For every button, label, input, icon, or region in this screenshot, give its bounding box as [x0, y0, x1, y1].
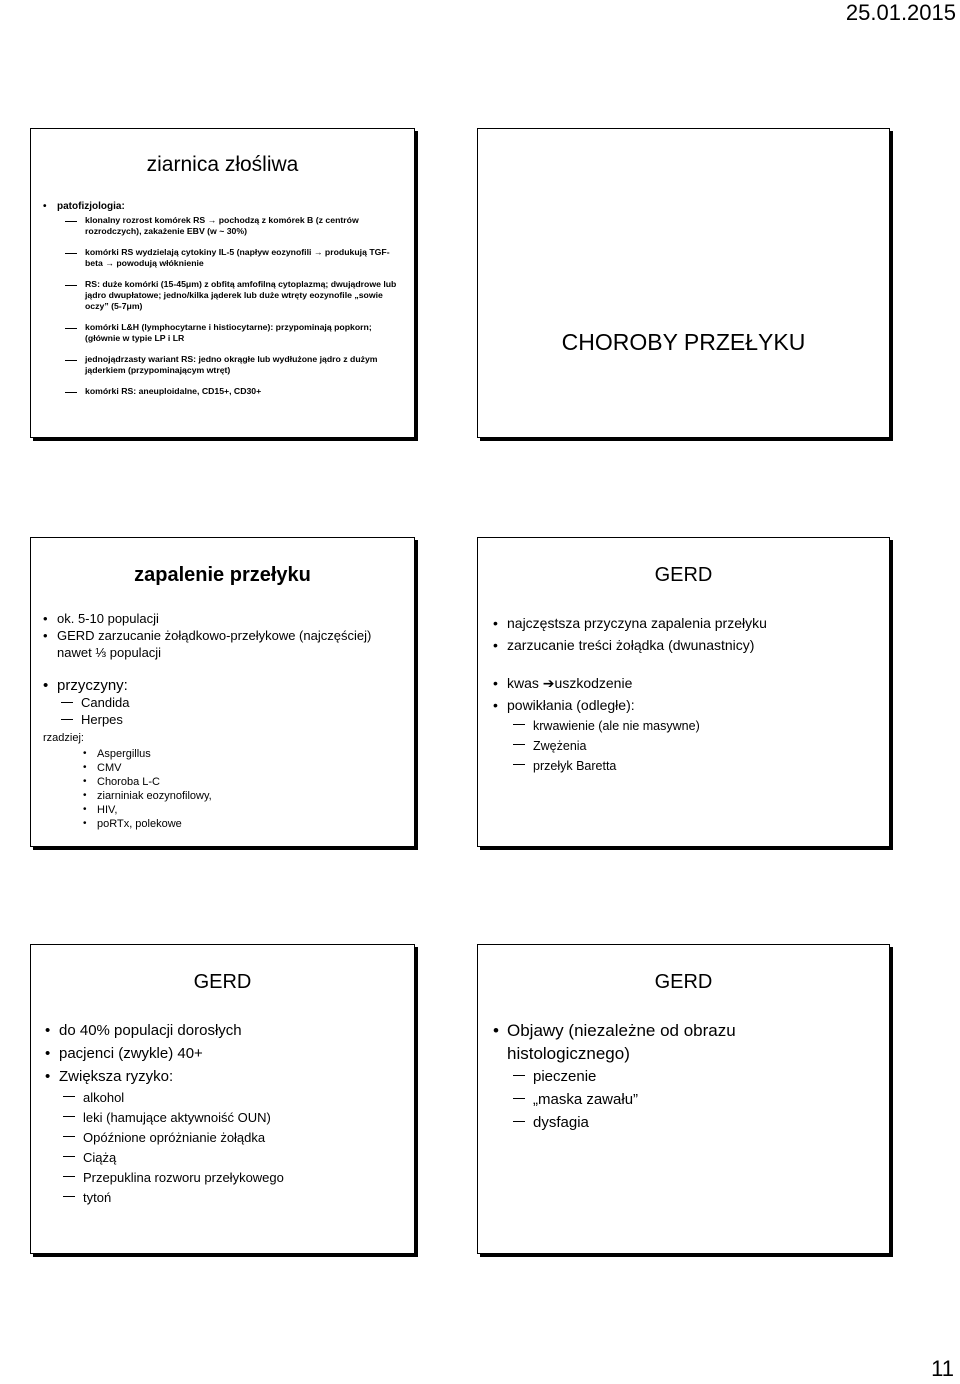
rare-label: rzadziej:	[43, 732, 84, 744]
list-item: klonalny rozrost komórek RS → pochodzą z komórek B (z centrów rozrodczych), zakażenie EBV (w ~ 30%)	[65, 215, 404, 237]
complication-item: krwawienie (ale nie masywne)	[513, 716, 879, 736]
list-item-text: histologicznego)	[507, 1044, 630, 1063]
cause-item: Candida	[61, 694, 404, 711]
symptom-item: pieczenie	[513, 1065, 879, 1088]
date-header: 25.01.2015	[845, 0, 956, 25]
slide-title: zapalenie przełyku	[134, 564, 311, 586]
list-item: • ok. 5-10 populacji	[43, 610, 404, 627]
list-item-continuation	[493, 1042, 879, 1065]
list-item-text: kwas	[507, 675, 543, 691]
slide-gerd-2	[30, 944, 415, 1254]
list-item: • GERD zarzucanie żołądkowo-przełykowe (najczęściej)	[43, 627, 404, 644]
bullet-patofizjologia: • patofizjologia:	[43, 201, 404, 212]
slide-title: GERD	[654, 564, 713, 586]
risk-item: Opóźnione opróżnianie żołądka	[63, 1128, 404, 1148]
list-item: • Zwiększa ryzyko:	[45, 1065, 404, 1088]
complication-item: Zwężenia	[513, 736, 879, 756]
list-item: • przyczyny:	[43, 677, 404, 694]
rare-item: • HIV,	[83, 803, 404, 817]
slide-title: CHOROBY PRZEŁYKU	[561, 329, 806, 355]
slide-title: GERD	[654, 971, 713, 993]
rare-item: • Aspergillus	[83, 747, 404, 761]
rare-item: • CMV	[83, 761, 404, 775]
slide-gerd-3	[477, 944, 890, 1254]
slide-title: ziarnica złośliwa	[146, 153, 299, 176]
rare-item: • ziarniniak eozynofilowy,	[83, 789, 404, 803]
list-item: RS: duże komórki (15-45μm) z obfitą amfofilną cytoplazmą; dwujądrowe lub jądro dwupłatowe; jedno/kilka jąderek lub duże wtręty eozynofile „sowie oczy” (5-7μm)	[65, 279, 404, 312]
list-item: • najczęstsza przyczyna zapalenia przełyku	[493, 612, 879, 634]
list-item	[493, 672, 879, 694]
complication-item: przełyk Baretta	[513, 756, 879, 776]
slide-gerd-1	[477, 537, 890, 847]
list-item-continuation	[43, 644, 404, 661]
symptom-item: dysfagia	[513, 1111, 879, 1134]
rare-item: • poRTx, polekowe	[83, 817, 404, 831]
risk-item: tytoń	[63, 1188, 404, 1208]
slide-ziarnica	[30, 128, 415, 438]
risk-item: Ciążą	[63, 1148, 404, 1168]
risk-item: alkohol	[63, 1088, 404, 1108]
page-number: 11	[931, 1356, 954, 1381]
list-item: • powikłania (odległe):	[493, 694, 879, 716]
symptom-item: „maska zawału”	[513, 1088, 879, 1111]
list-item: komórki RS wydzielają cytokiny IL-5 (napływ eozynofili → produkują TGF-beta → powodują włóknienie	[65, 247, 404, 269]
cause-item: Herpes	[61, 711, 404, 728]
list-item-text: nawet ⅓ populacji	[57, 645, 162, 660]
list-item: • do 40% populacji dorosłych	[45, 1019, 404, 1042]
list-item: komórki RS: aneuploidalne, CD15+, CD30+	[65, 386, 404, 397]
slide-title: GERD	[193, 971, 252, 993]
risk-item: Przepuklina rozworu przełykowego	[63, 1168, 404, 1188]
list-item-text: uszkodzenie	[554, 675, 633, 691]
list-item: • zarzucanie treści żołądka (dwunastnicy)	[493, 634, 879, 656]
rare-item: • Choroba L-C	[83, 775, 404, 789]
slide-zapalenie-przelyku	[30, 537, 415, 847]
list-item: komórki L&H (lymphocytarne i histiocytarne): przypominają popkorn; (głównie w typie LP i LR	[65, 322, 404, 344]
risk-item: leki (hamujące aktywnoiść OUN)	[63, 1108, 404, 1128]
list-item: • pacjenci (zwykle) 40+	[45, 1042, 404, 1065]
arrow-icon: ➔	[542, 675, 555, 691]
list-item: • Objawy (niezależne od obrazu	[493, 1019, 879, 1042]
slide-choroby-przelyku	[477, 128, 890, 438]
list-item: jednojądrzasty wariant RS: jedno okrągłe lub wydłużone jądro z dużym jąderkiem (przypominającym wtręt)	[65, 354, 404, 376]
